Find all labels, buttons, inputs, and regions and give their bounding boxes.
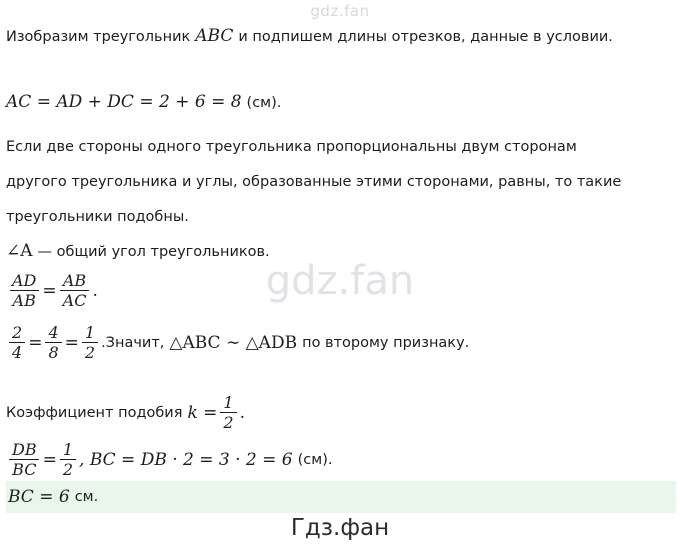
line9-text: Коэффициент подобия: [6, 404, 183, 421]
fraction-1-2-denominator: 2: [82, 342, 98, 361]
line6-angle-a: ∠A: [6, 241, 33, 261]
answer-row: [6, 487, 98, 507]
fraction-db-bc-numerator: DB: [12, 440, 37, 459]
answer-unit: см.: [74, 489, 99, 505]
solution-line-7: [6, 272, 98, 310]
line2-unit: (см).: [246, 95, 282, 111]
line4-text: другого треугольника и углы, образованные этими сторонами, равны, то такие: [6, 174, 622, 190]
fraction-ad-ab-numerator: AD: [12, 271, 37, 290]
fraction-ab-ac-denominator: AC: [60, 290, 90, 309]
fraction-2-4-numerator: 2: [12, 323, 23, 342]
line8-equals-1: =: [28, 332, 43, 353]
fraction-1-2-numerator: 1: [84, 323, 96, 342]
line1-text-before: Изобразим треугольник: [6, 29, 191, 45]
line10-equals: =: [42, 449, 57, 470]
fraction-ad-ab: [9, 272, 39, 310]
fraction-db-bc: [9, 441, 40, 479]
line10-unit: (см).: [297, 451, 333, 468]
line7-period: .: [92, 280, 98, 301]
line6-text: — общий угол треугольников.: [37, 244, 270, 260]
line2-math: AC = AD + DC = 2 + 6 = 8: [6, 92, 242, 112]
answer-math: BC = 6: [8, 487, 70, 507]
line9-period: .: [239, 402, 245, 423]
fraction-db-bc-denominator: BC: [9, 459, 39, 478]
fraction-half-numerator: 1: [62, 440, 74, 459]
fraction-1-2: [82, 324, 98, 362]
fraction-4-8-numerator: 4: [48, 323, 59, 342]
line8-text-mid: .Значит,: [101, 334, 165, 351]
solution-line-5: [6, 206, 189, 225]
solution-line-8: [6, 324, 469, 362]
fraction-ab-ac: [60, 272, 90, 310]
solution-line-2: [6, 92, 281, 112]
fraction-k-denominator: 2: [220, 412, 236, 431]
fraction-half-denominator: 2: [60, 459, 76, 478]
fraction-k-value: [220, 394, 236, 432]
fraction-2-4-denominator: 4: [9, 342, 25, 361]
answer-highlight: [6, 481, 676, 513]
line10-tail: , BC = DB · 2 = 3 · 2 = 6: [79, 449, 293, 470]
solution-line-9: [6, 394, 245, 432]
line3-text: Если две стороны одного треугольника пропорциональны двум сторонам: [6, 139, 577, 155]
fraction-4-8-denominator: 8: [45, 342, 61, 361]
fraction-4-8: [45, 324, 61, 362]
line1-math-abc: ABC: [195, 26, 234, 46]
solution-line-4: [6, 171, 621, 190]
solution-line-10: [6, 441, 332, 479]
watermark-bottom: Гдз.фан: [290, 515, 390, 541]
fraction-ab-ac-numerator: AB: [62, 271, 87, 290]
solution-line-3: [6, 136, 577, 155]
watermark-center: gdz.fan: [265, 258, 415, 304]
line5-text: треугольники подобны.: [6, 209, 189, 225]
line8-similarity: △ABC ∼ △ADB: [169, 332, 298, 353]
solution-line-1: [6, 26, 613, 46]
line8-text-end: по второму признаку.: [302, 334, 470, 351]
fraction-half: [60, 441, 76, 479]
line7-equals: =: [42, 280, 57, 301]
line8-equals-2: =: [64, 332, 79, 353]
line1-text-after: и подпишем длины отрезков, данные в условии.: [238, 29, 613, 45]
line9-math-k: k =: [187, 402, 218, 423]
fraction-k-numerator: 1: [223, 393, 234, 412]
fraction-ad-ab-denominator: AB: [10, 290, 39, 309]
watermark-top: gdz.fan: [310, 2, 370, 20]
solution-line-6: [6, 241, 270, 261]
fraction-2-4: [9, 324, 25, 362]
